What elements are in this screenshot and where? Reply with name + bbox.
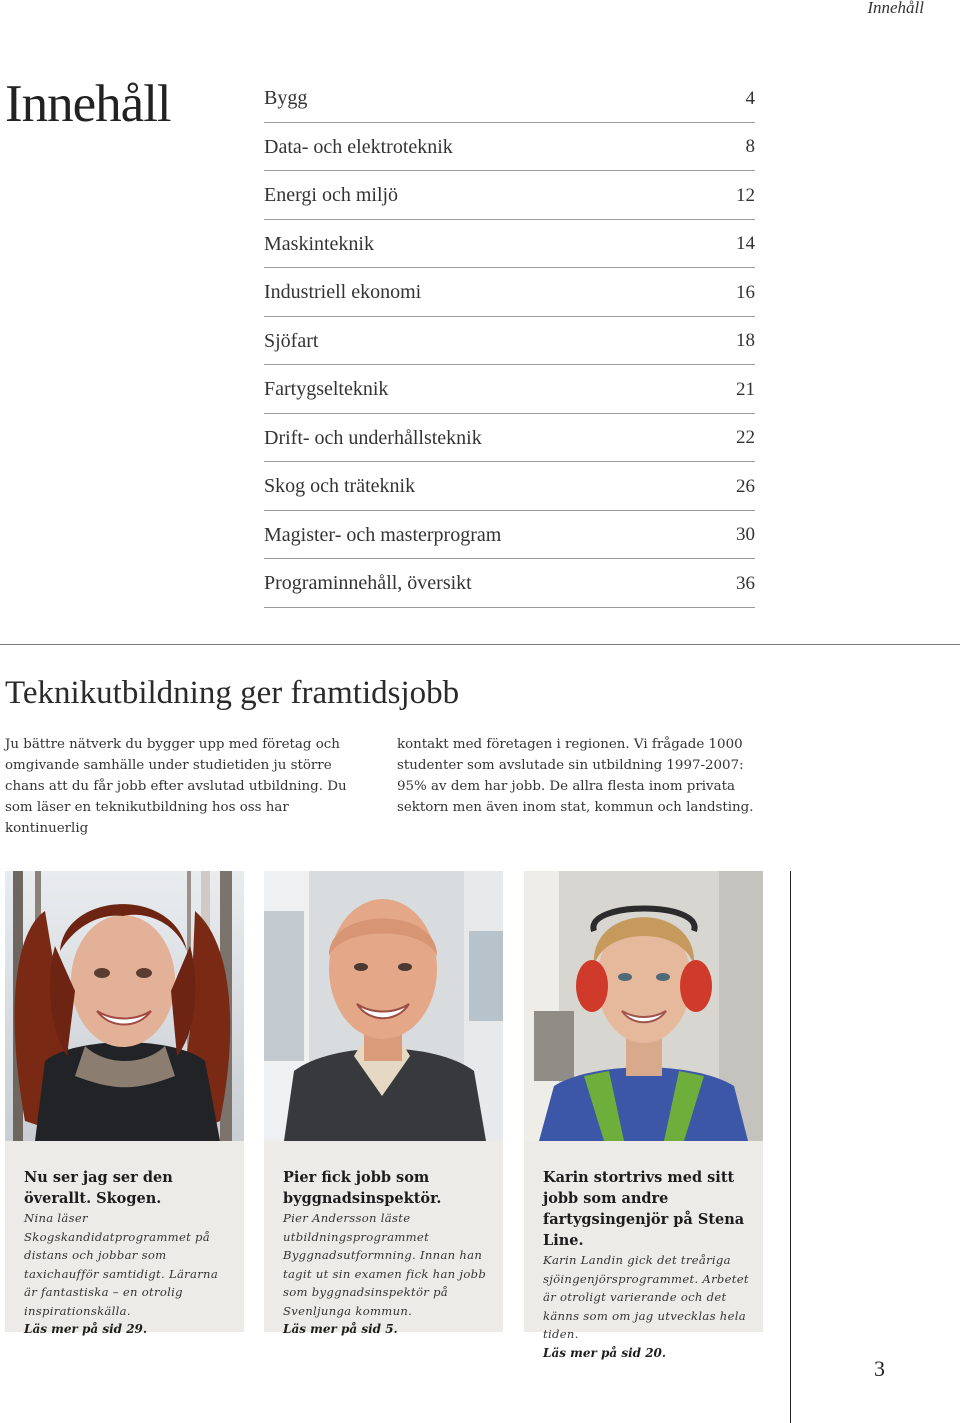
toc-entry-label: Industriell ekonomi [264, 281, 422, 304]
toc-entry[interactable] [264, 511, 755, 560]
toc-entry-label: Data- och elektroteknik [264, 135, 453, 158]
profile-headline: Pier fick jobb som byggnadsinspektör. [283, 1169, 442, 1207]
toc-entry[interactable] [264, 220, 755, 269]
toc-entry[interactable] [264, 365, 755, 414]
profile-text: Nina läser Skogskandidatprogrammet på distans och jobbar som taxichaufför samtidigt. Lärarna är fantastiska – en otrolig inspirationskälla. [24, 1211, 219, 1318]
toc-entry[interactable] [264, 268, 755, 317]
toc-entry[interactable] [264, 317, 755, 366]
toc-entry-page: 30 [736, 524, 755, 546]
toc-entry-page: 14 [736, 233, 755, 255]
intro-text-right: kontakt med företagen i regionen. Vi frågade 1000 studenter som avslutade sin utbildning 1997-2007: 95% av dem har jobb. De allra flesta inom privata sektorn men även inom stat, kommun och landsting. [397, 737, 754, 815]
vertical-rule [790, 871, 791, 1423]
profile-photo-karin [524, 871, 763, 1141]
toc-entry[interactable] [264, 462, 755, 511]
section-divider [0, 644, 960, 645]
toc-entry-page: 16 [736, 281, 755, 303]
profile-caption-pier [264, 1141, 503, 1336]
toc-entry-label: Drift- och underhållsteknik [264, 426, 482, 449]
profile-read-more: Läs mer på sid 5. [283, 1322, 398, 1336]
toc-entry-page: 21 [736, 378, 755, 400]
toc-entry-label: Skog och träteknik [264, 475, 416, 498]
profile-caption-karin [524, 1141, 763, 1360]
toc-entry-page: 8 [745, 136, 755, 158]
profile-photo-nina [5, 871, 244, 1141]
toc-entry-label: Bygg [264, 87, 308, 110]
profile-read-more: Läs mer på sid 20. [543, 1345, 667, 1360]
toc-entry-label: Magister- och masterprogram [264, 523, 502, 546]
toc-entry-label: Programinnehåll, översikt [264, 572, 472, 595]
toc-entry[interactable] [264, 123, 755, 172]
toc-entry-page: 26 [736, 475, 755, 497]
section-title: Teknikutbildning ger framtidsjobb [5, 675, 460, 711]
profile-headline: Karin stortrivs med sitt jobb som andre fartygsingenjör på Stena Line. [543, 1169, 745, 1249]
toc-entry-page: 22 [736, 427, 755, 449]
intro-text-left: Ju bättre nätverk du bygger upp med företag och omgivande samhälle under studietiden ju större chans att du får jobb efter avslutad utbildning. Du som läser en teknikutbildning hos oss har kontinuerlig [5, 737, 347, 836]
profile-read-more: Läs mer på sid 29. [24, 1322, 148, 1336]
toc-entry-page: 36 [736, 572, 755, 594]
toc-entry-label: Energi och miljö [264, 184, 399, 207]
profile-text: Pier Andersson läste utbildningsprogrammet Byggnadsutformning. Innan han tagit ut sin examen fick han jobb som byggnadsinspektör på Svenljunga kommun. [283, 1211, 487, 1318]
toc-entry-page: 12 [736, 184, 755, 206]
running-head: Innehåll [867, 0, 924, 17]
toc-entry-label: Fartygselteknik [264, 378, 389, 401]
toc-entry-page: 18 [736, 330, 755, 352]
profile-headline: Nu ser jag ser den överallt. Skogen. [24, 1169, 173, 1207]
toc-entry[interactable] [264, 559, 755, 608]
page-number: 3 [874, 1356, 885, 1381]
profile-text: Karin Landin gick det treåriga sjöingenjörsprogrammet. Arbetet är otroligt varierande och det känns som om jag utvecklas hela tiden. [543, 1253, 749, 1341]
toc-entry[interactable] [264, 414, 755, 463]
toc-entry-label: Maskinteknik [264, 232, 374, 255]
toc-entry[interactable] [264, 171, 755, 220]
toc-entry-page: 4 [745, 87, 755, 109]
table-of-contents [264, 74, 755, 608]
profile-caption-nina [5, 1141, 244, 1336]
profile-photo-pier [264, 871, 503, 1141]
toc-title: Innehåll [5, 75, 171, 133]
toc-entry-label: Sjöfart [264, 329, 319, 352]
toc-entry[interactable] [264, 74, 755, 123]
